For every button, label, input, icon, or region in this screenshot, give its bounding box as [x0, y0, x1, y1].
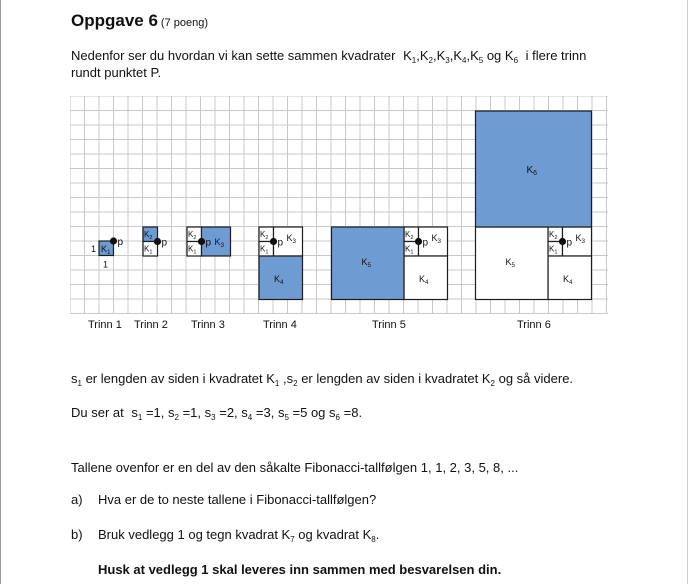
- trinn2-label-k1: $K_1$: [144, 244, 153, 256]
- trinn4-label-k2: $K_2$: [260, 230, 269, 241]
- task-points: (7 poeng): [160, 17, 209, 29]
- trinn3-point-p: [198, 238, 205, 245]
- trinn6-label-k6: $K_6$: [526, 165, 538, 177]
- trinn3-point-p-label: p: [205, 237, 212, 249]
- trinn2-label-k2: $K_2$: [144, 230, 153, 241]
- intro-text-after: i flere trinn: [525, 48, 587, 63]
- step-label-2: Trinn 2: [134, 319, 168, 331]
- task-title: Oppgave 6: [71, 11, 158, 30]
- trinn6-square-k6: [476, 111, 592, 227]
- step-label-1: Trinn 1: [88, 319, 122, 331]
- trinn4-point-p: [270, 238, 277, 245]
- question-b-text: Bruk vedlegg 1 og tegn kvadrat $K_7$ og kvadrat $K_8$.: [98, 527, 380, 544]
- trinn5-label-k2: $K_2$: [405, 230, 414, 241]
- page-border-left: [0, 0, 1, 584]
- attachment-note: Husk at vedlegg 1 skal leveres inn sammen med besvarelsen din.: [98, 562, 502, 577]
- trinn6-square-k4: [548, 256, 592, 300]
- trinn6-label-k5: $K_5$: [505, 257, 516, 269]
- trinn1-label-k1: $K_1$: [101, 244, 111, 256]
- step-label-6: Trinn 6: [517, 319, 551, 331]
- trinn1-point-p: [110, 237, 117, 244]
- trinn4-label-k4: $K_4$: [274, 274, 284, 286]
- trinn6-label-k4: $K_4$: [563, 274, 573, 286]
- step-label-4: Trinn 4: [263, 319, 297, 331]
- intro-line-1: [71, 48, 586, 64]
- question-a-label: a): [71, 492, 83, 507]
- trinn5-label-k3: $K_3$: [431, 233, 442, 245]
- step-label-3: Trinn 3: [191, 319, 225, 331]
- trinn6-label-k3: $K_3$: [575, 233, 586, 245]
- trinn6-label-k1: $K_1$: [549, 244, 558, 256]
- trinn6-point-p: [559, 238, 566, 245]
- trinn2-point-p-label: p: [161, 237, 168, 249]
- trinn5-point-p: [415, 238, 422, 245]
- intro-text-before: Nedenfor ser du hvordan vi kan sette sammen kvadrater: [71, 48, 396, 63]
- trinn4-label-k3: $K_3$: [286, 233, 297, 245]
- definition-line: $s_1$ er lengden av siden i kvadratet $K_1$ $,s_2$ er lengden av siden i kvadratet $K_2$ og så videre.: [71, 371, 574, 388]
- side-label-left: 1: [91, 244, 97, 254]
- intro-square-list: $K_1,K_2,K_3,K_4,K_5$ og $K_6$: [403, 48, 519, 65]
- question-a-text: Hva er de to neste tallene i Fibonacci-tallfølgen?: [98, 492, 377, 507]
- trinn2-point-p: [154, 238, 161, 245]
- trinn3-label-k3: $K_3$: [214, 237, 225, 249]
- trinn6-point-p-label: p: [566, 237, 573, 249]
- fibonacci-squares-figure: [70, 96, 608, 314]
- trinn5-square-k4: [404, 256, 448, 300]
- trinn4-label-k1: $K_1$: [260, 244, 269, 256]
- trinn3-label-k2: $K_2$: [188, 230, 197, 241]
- trinn4-point-p-label: p: [277, 237, 284, 249]
- trinn1-point-p-label: p: [117, 237, 124, 248]
- values-line: Du ser at $s_1 =1$, $s_2 =1$, $s_3 =2$, $s_4 =3$, $s_5 =5$ og $s_6 =8$.: [71, 405, 363, 422]
- trinn5-label-k4: $K_4$: [419, 274, 429, 286]
- trinn3-label-k1: $K_1$: [188, 244, 197, 256]
- fibonacci-line: Tallene ovenfor er en del av den såkalte Fibonacci-tallfølgen 1, 1, 2, 3, 5, 8, ...: [71, 460, 519, 475]
- question-b-label: b): [71, 527, 83, 542]
- trinn6-label-k2: $K_2$: [549, 230, 558, 241]
- figure-canvas: [70, 96, 608, 314]
- trinn5-label-k5: $K_5$: [361, 257, 372, 269]
- side-label-bottom: 1: [103, 259, 109, 270]
- trinn5-label-k1: $K_1$: [405, 244, 414, 256]
- step-label-5: Trinn 5: [372, 319, 406, 331]
- trinn4-square-k4: [259, 256, 303, 300]
- intro-line-2: rundt punktet P.: [71, 65, 162, 80]
- trinn5-point-p-label: p: [422, 237, 429, 249]
- task-heading: [71, 11, 208, 31]
